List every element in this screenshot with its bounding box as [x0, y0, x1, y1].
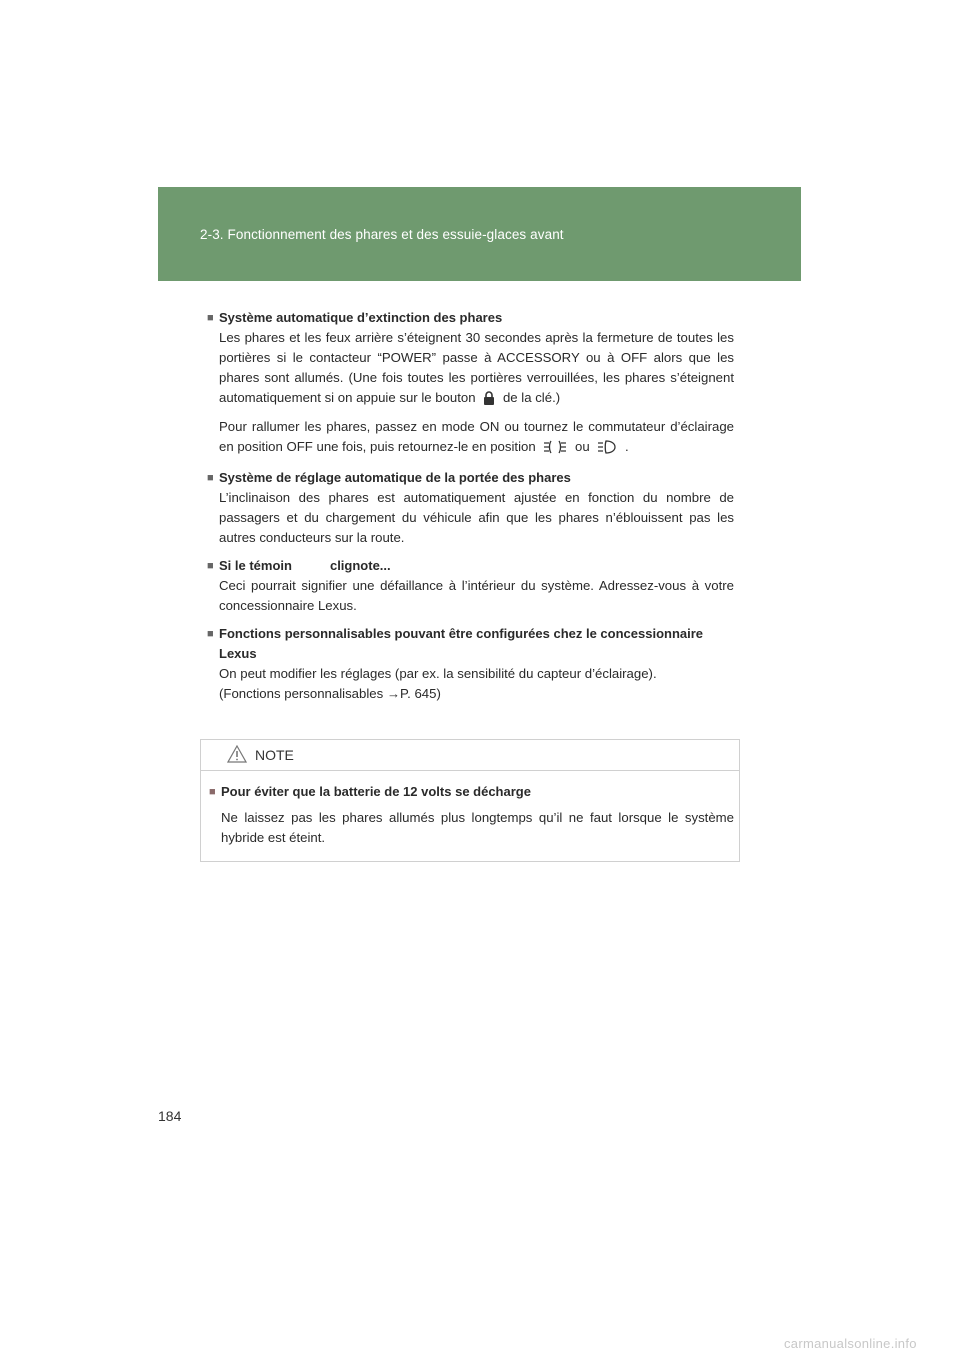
warning-triangle-icon — [227, 745, 247, 768]
bullet-square-icon: ■ — [207, 472, 214, 484]
bullet-square-icon: ■ — [209, 786, 216, 798]
parking-light-icon — [597, 440, 617, 460]
paragraph: L’inclinaison des phares est automatiquement ajustée en fonction du nombre de passagers et du chargement du véhicule afin que les phares n’éblouissent pas les autres conducteurs sur la route. — [219, 490, 734, 545]
section-auto-off — [207, 308, 734, 460]
section-heading: ■ Fonctions personnalisables pouvant être configurées chez le concessionnaire Lexus — [207, 624, 734, 664]
note-body — [209, 782, 734, 854]
bullet-square-icon: ■ — [207, 628, 214, 640]
paragraph: On peut modifier les réglages (par ex. la sensibilité du capteur d’éclairage). — [219, 666, 657, 681]
page-number: 184 — [158, 1108, 182, 1124]
bullet-square-icon: ■ — [207, 312, 214, 324]
bullet-square-icon: ■ — [207, 560, 214, 572]
indicator-gap — [292, 556, 330, 576]
chapter-title: 2-3. Fonctionnement des phares et des essuie-glaces avant — [200, 227, 564, 242]
section-heading: ■ Système de réglage automatique de la portée des phares — [207, 468, 734, 488]
chapter-header — [158, 187, 801, 281]
note-title: NOTE — [255, 747, 294, 763]
lock-icon — [483, 391, 495, 411]
paragraph: Ceci pourrait signifier une défaillance à l’intérieur du système. Adressez-vous à votre concessionnaire Lexus. — [219, 578, 734, 613]
note-heading: ■ Pour éviter que la batterie de 12 volts se décharge — [209, 782, 734, 802]
note-header — [201, 740, 739, 771]
paragraph: Les phares et les feux arrière s’éteignent 30 secondes après la fermeture de toutes les portières si le contacteur “POWER” passe à ACCESSORY ou à OFF alors que les phares sont allumés. (Une fois toutes les portières verrouillées, les phares s’éteignent automatiquement si on appuie sur le bouton de la clé.) — [219, 328, 734, 411]
paragraph-link: (Fonctions personnalisables →P. 645) — [219, 686, 441, 701]
note-box — [200, 739, 740, 862]
headlight-icon — [543, 440, 567, 460]
paragraph: Pour rallumer les phares, passez en mode ON ou tournez le commutateur d’éclairage en position OFF une fois, puis retournez-le en position ou . — [219, 417, 734, 460]
section-indicator-blinking — [207, 556, 734, 616]
main-content — [207, 308, 734, 712]
section-auto-leveling — [207, 468, 734, 548]
note-text: Ne laissez pas les phares allumés plus longtemps qu’il ne faut lorsque le système hybride est éteint. — [221, 810, 734, 845]
section-customizable — [207, 624, 734, 704]
watermark: carmanualsonline.info — [784, 1336, 917, 1351]
section-heading: ■ Système automatique d’extinction des phares — [207, 308, 734, 328]
section-heading: ■ Si le témoin clignote... — [207, 556, 734, 576]
